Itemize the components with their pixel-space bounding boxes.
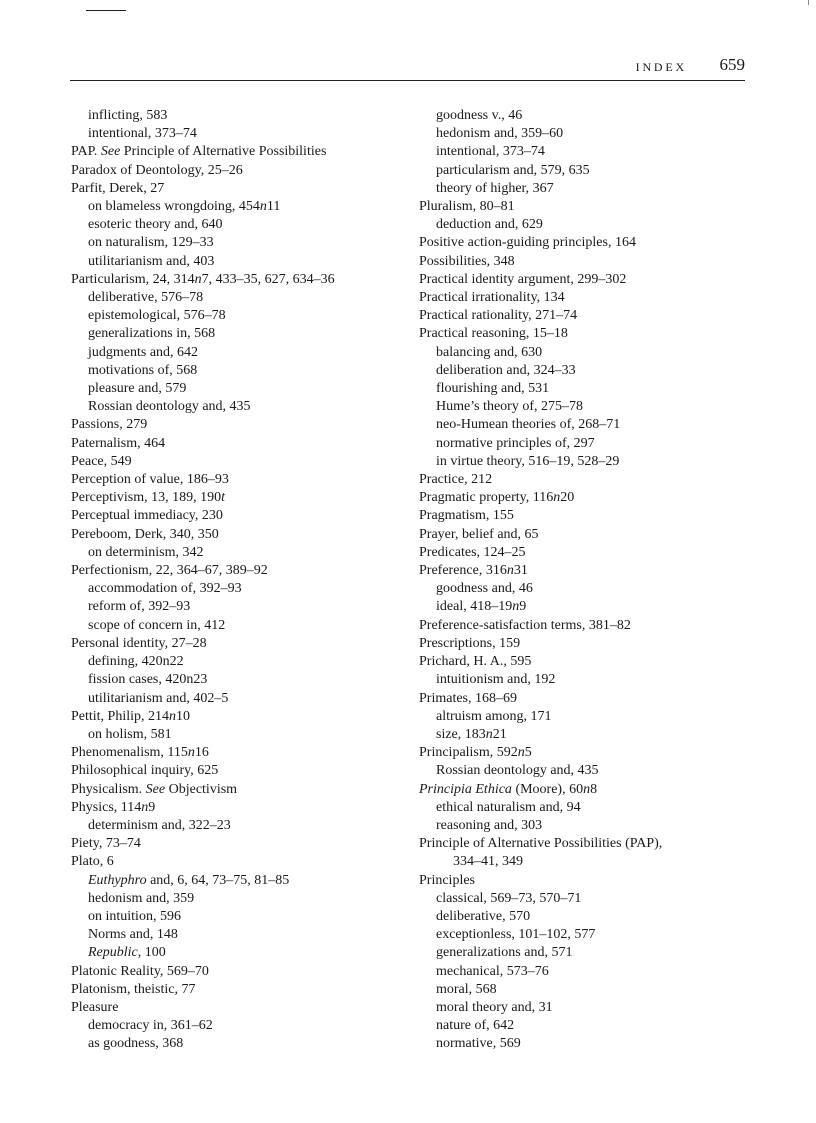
entry-text: ideal, 418–19 <box>436 599 513 615</box>
index-entry <box>71 799 411 817</box>
index-subentry <box>419 453 759 471</box>
index-entry-continuation <box>419 853 759 871</box>
entry-text: theory of higher, 367 <box>436 180 554 196</box>
index-subentry <box>71 253 411 271</box>
index-subentry <box>71 726 411 744</box>
index-entry <box>419 617 759 635</box>
entry-text: n <box>141 799 149 815</box>
index-subentry <box>71 890 411 908</box>
entry-text: on intuition, 596 <box>88 908 181 924</box>
entry-text: determinism and, 322–23 <box>88 817 231 833</box>
entry-text: Pragmatic property, 116 <box>419 490 554 506</box>
running-header-label: INDEX <box>635 60 687 74</box>
index-entry <box>71 453 411 471</box>
index-subentry <box>71 926 411 944</box>
entry-text: Pragmatism, 155 <box>419 508 514 524</box>
index-subentry <box>419 1017 759 1035</box>
entry-text: t <box>221 490 225 506</box>
entry-text: Practical identity argument, 299–302 <box>419 271 627 287</box>
entry-text: on determinism, 342 <box>88 544 204 560</box>
entry-text: Platonism, theistic, 77 <box>71 981 196 997</box>
entry-text: balancing and, 630 <box>436 344 543 360</box>
index-subentry <box>419 162 759 180</box>
entry-text: Practical irrationality, 134 <box>419 290 565 306</box>
entry-text: Possibilities, 348 <box>419 253 515 269</box>
index-entry <box>71 708 411 726</box>
entry-text: generalizations and, 571 <box>436 945 573 961</box>
entry-text: Paradox of Deontology, 25–26 <box>71 162 243 178</box>
entry-text: Hume’s theory of, 275–78 <box>436 399 583 415</box>
index-entry <box>419 872 759 890</box>
entry-text: on holism, 581 <box>88 726 172 742</box>
index-subentry <box>419 416 759 434</box>
entry-text: n <box>187 745 195 761</box>
entry-text: as goodness, 368 <box>88 1036 184 1052</box>
entry-text: scope of concern in, 412 <box>88 617 226 633</box>
index-subentry <box>419 398 759 416</box>
entry-text: intuitionism and, 192 <box>436 672 556 688</box>
entry-text: Plato, 6 <box>71 854 114 870</box>
index-subentry <box>419 380 759 398</box>
index-subentry <box>419 580 759 598</box>
entry-text: particularism and, 579, 635 <box>436 162 590 178</box>
entry-text: 21 <box>492 726 507 742</box>
index-entry <box>71 526 411 544</box>
index-subentry <box>419 890 759 908</box>
index-subentry <box>71 198 411 216</box>
index-entry <box>71 635 411 653</box>
entry-text: Physics, 114 <box>71 799 142 815</box>
entry-text: 9 <box>148 799 156 815</box>
index-subentry <box>419 671 759 689</box>
entry-text: Norms and, 148 <box>88 927 178 943</box>
entry-text: on blameless wrongdoing, 454 <box>88 199 260 215</box>
entry-text: deliberative, 570 <box>436 908 531 924</box>
index-subentry <box>419 799 759 817</box>
index-entry <box>419 562 759 580</box>
index-entry <box>419 635 759 653</box>
entry-text: Rossian deontology and, 435 <box>436 763 599 779</box>
entry-text: 10 <box>176 708 191 724</box>
index-entry <box>419 544 759 562</box>
entry-text: n <box>506 563 514 579</box>
entry-text: n <box>485 726 493 742</box>
index-subentry <box>71 234 411 252</box>
index-entry <box>71 781 411 799</box>
entry-text: Particularism, 24, 314 <box>71 271 195 287</box>
entry-text: 100 <box>141 945 166 961</box>
index-subentry <box>419 362 759 380</box>
index-subentry <box>71 872 411 890</box>
index-subentry <box>419 216 759 234</box>
index-subentry <box>419 180 759 198</box>
entry-text: generalizations in, 568 <box>88 326 216 342</box>
entry-text: democracy in, 361–62 <box>88 1018 213 1034</box>
index-subentry <box>71 125 411 143</box>
index-subentry <box>419 908 759 926</box>
entry-text: Perceptual immediacy, 230 <box>71 508 223 524</box>
index-subentry <box>419 999 759 1017</box>
entry-text: Rossian deontology and, 435 <box>88 399 251 415</box>
entry-text: Pluralism, 80–81 <box>419 199 515 215</box>
entry-text: normative, 569 <box>436 1036 521 1052</box>
entry-text: See <box>145 781 166 797</box>
entry-text: reform of, 392–93 <box>88 599 191 615</box>
entry-text: Physicalism. <box>71 781 146 797</box>
page-number: 659 <box>719 55 745 74</box>
entry-text: Pleasure <box>71 999 119 1015</box>
entry-text: Preference, 316 <box>419 563 507 579</box>
entry-text: 5 <box>524 745 532 761</box>
entry-text: Practical reasoning, 15–18 <box>419 326 568 342</box>
entry-text: deliberative, 576–78 <box>88 290 204 306</box>
entry-text: Objectivism <box>165 781 238 797</box>
entry-text: Prayer, belief and, 65 <box>419 526 539 542</box>
index-entry <box>71 853 411 871</box>
entry-text: Perceptivism, 13, 189, 190 <box>71 490 222 506</box>
index-entry <box>71 489 411 507</box>
entry-text: neo-Humean theories of, 268–71 <box>436 417 621 433</box>
index-entry <box>71 435 411 453</box>
entry-text: Pettit, Philip, 214 <box>71 708 170 724</box>
index-subentry <box>419 435 759 453</box>
entry-text: on naturalism, 129–33 <box>88 235 214 251</box>
corner-mark <box>808 0 809 5</box>
index-subentry <box>419 708 759 726</box>
index-subentry <box>71 617 411 635</box>
index-entry <box>71 471 411 489</box>
entry-text: Paternalism, 464 <box>71 435 166 451</box>
index-subentry <box>419 598 759 616</box>
entry-text: Practical rationality, 271–74 <box>419 308 578 324</box>
entry-text: goodness v., 46 <box>436 108 523 123</box>
entry-text: (Moore), 60 <box>511 781 584 797</box>
entry-text: Positive action-guiding principles, 164 <box>419 235 636 251</box>
index-entry <box>419 744 759 762</box>
entry-text: Principles <box>419 872 475 888</box>
index-entry <box>71 981 411 999</box>
entry-text: 334–41, 349 <box>453 854 523 870</box>
index-subentry <box>71 580 411 598</box>
index-subentry <box>419 107 759 125</box>
index-entry <box>419 271 759 289</box>
entry-text: Parfit, Derek, 27 <box>71 180 165 196</box>
entry-text: Practice, 212 <box>419 472 493 488</box>
entry-text: hedonism and, 359–60 <box>436 126 564 142</box>
entry-text: Phenomenalism, 115 <box>71 745 188 761</box>
index-subentry <box>71 398 411 416</box>
entry-text: Peace, 549 <box>71 453 132 469</box>
entry-text: PAP. <box>71 144 101 160</box>
entry-text: flourishing and, 531 <box>436 381 550 397</box>
index-subentry <box>71 289 411 307</box>
entry-text: Principle of Alternative Possibilities <box>120 144 327 160</box>
entry-text: esoteric theory and, 640 <box>88 217 223 233</box>
entry-text: moral, 568 <box>436 981 497 997</box>
entry-text: Primates, 168–69 <box>419 690 517 706</box>
index-entry <box>71 744 411 762</box>
index-subentry <box>71 598 411 616</box>
index-entry <box>71 963 411 981</box>
index-entry <box>419 526 759 544</box>
entry-text: 16 <box>194 745 209 761</box>
entry-text: intentional, 373–74 <box>436 144 545 160</box>
entry-text: Passions, 279 <box>71 417 148 433</box>
index-subentry <box>419 944 759 962</box>
index-column-right <box>419 107 759 1054</box>
index-subentry <box>71 653 411 671</box>
index-entry <box>419 690 759 708</box>
index-entry <box>71 180 411 198</box>
entry-text: reasoning and, 303 <box>436 817 543 833</box>
index-entry <box>71 762 411 780</box>
entry-text: inflicting, 583 <box>88 108 168 123</box>
entry-text: and, 6, 64, 73–75, 81–85 <box>146 872 290 888</box>
entry-text: goodness and, 46 <box>436 581 533 597</box>
entry-text: in virtue theory, 516–19, 528–29 <box>436 453 620 469</box>
entry-text: n <box>194 271 202 287</box>
index-entry <box>71 416 411 434</box>
top-rule-mark <box>86 10 126 11</box>
index-subentry <box>71 817 411 835</box>
index-subentry <box>71 944 411 962</box>
index-entry <box>419 253 759 271</box>
entry-text: Republic, <box>88 945 142 961</box>
entry-text: exceptionless, 101–102, 577 <box>436 927 596 943</box>
running-header <box>70 54 745 81</box>
index-subentry <box>419 981 759 999</box>
entry-text: defining, 420n22 <box>88 654 184 670</box>
entry-text: ethical naturalism and, 94 <box>436 799 581 815</box>
entry-text: 7, 433–35, 627, 634–36 <box>201 271 335 287</box>
index-subentry <box>71 307 411 325</box>
entry-text: pleasure and, 579 <box>88 381 187 397</box>
index-entry <box>71 143 411 161</box>
index-entry <box>419 507 759 525</box>
index-entry <box>419 289 759 307</box>
entry-text: Philosophical inquiry, 625 <box>71 763 219 779</box>
index-subentry <box>71 544 411 562</box>
index-column-left <box>71 107 411 1054</box>
index-entry <box>419 653 759 671</box>
index-subentry <box>71 1035 411 1053</box>
entry-text: n <box>259 199 267 215</box>
entry-text: 20 <box>560 490 575 506</box>
index-subentry <box>71 690 411 708</box>
entry-text: deliberation and, 324–33 <box>436 362 576 378</box>
index-subentry <box>419 125 759 143</box>
entry-text: motivations of, 568 <box>88 362 198 378</box>
index-entry <box>419 307 759 325</box>
entry-text: See <box>100 144 121 160</box>
entry-text: Principle of Alternative Possibilities (PAP), <box>419 836 663 852</box>
entry-text: size, 183 <box>436 726 486 742</box>
entry-text: altruism among, 171 <box>436 708 552 724</box>
entry-text: epistemological, 576–78 <box>88 308 226 324</box>
entry-text: accommodation of, 392–93 <box>88 581 242 597</box>
entry-text: Euthyphro <box>88 872 147 888</box>
index-subentry <box>419 926 759 944</box>
entry-text: utilitarianism and, 403 <box>88 253 215 269</box>
index-entry <box>71 562 411 580</box>
entry-text: 8 <box>590 781 598 797</box>
index-subentry <box>71 1017 411 1035</box>
index-entry <box>71 162 411 180</box>
entry-text: nature of, 642 <box>436 1018 515 1034</box>
entry-text: hedonism and, 359 <box>88 890 195 906</box>
index-subentry <box>419 762 759 780</box>
entry-text: Predicates, 124–25 <box>419 544 526 560</box>
entry-text: Piety, 73–74 <box>71 836 141 852</box>
index-entry <box>419 471 759 489</box>
index-entry <box>419 781 759 799</box>
entry-text: deduction and, 629 <box>436 217 543 233</box>
index-entry <box>71 271 411 289</box>
index-subentry <box>71 107 411 125</box>
entry-text: classical, 569–73, 570–71 <box>436 890 582 906</box>
entry-text: judgments and, 642 <box>88 344 199 360</box>
entry-text: mechanical, 573–76 <box>436 963 549 979</box>
index-subentry <box>71 344 411 362</box>
index-subentry <box>71 325 411 343</box>
entry-text: n <box>512 599 520 615</box>
index-entry <box>71 507 411 525</box>
index-entry <box>419 325 759 343</box>
entry-text: Preference-satisfaction terms, 381–82 <box>419 617 631 633</box>
index-subentry <box>419 1035 759 1053</box>
entry-text: Principia Ethica <box>419 781 512 797</box>
index-entry <box>71 999 411 1017</box>
entry-text: Perfectionism, 22, 364–67, 389–92 <box>71 563 268 579</box>
index-subentry <box>71 671 411 689</box>
entry-text: Prichard, H. A., 595 <box>419 654 532 670</box>
entry-text: n <box>169 708 177 724</box>
index-subentry <box>419 344 759 362</box>
index-subentry <box>419 726 759 744</box>
index-entry <box>419 198 759 216</box>
entry-text: utilitarianism and, 402–5 <box>88 690 229 706</box>
entry-text: 9 <box>519 599 527 615</box>
index-subentry <box>71 216 411 234</box>
index-entry <box>419 489 759 507</box>
index-entry <box>419 234 759 252</box>
entry-text: Platonic Reality, 569–70 <box>71 963 209 979</box>
entry-text: intentional, 373–74 <box>88 126 197 142</box>
entry-text: Pereboom, Derk, 340, 350 <box>71 526 219 542</box>
entry-text: Perception of value, 186–93 <box>71 472 229 488</box>
entry-text: n <box>553 490 561 506</box>
entry-text: normative principles of, 297 <box>436 435 595 451</box>
index-subentry <box>419 143 759 161</box>
index-subentry <box>71 380 411 398</box>
index-entry <box>71 835 411 853</box>
index-entry <box>419 835 759 853</box>
entry-text: Principalism, 592 <box>419 745 518 761</box>
index-subentry <box>419 817 759 835</box>
entry-text: Personal identity, 27–28 <box>71 635 207 651</box>
entry-text: Prescriptions, 159 <box>419 635 521 651</box>
entry-text: moral theory and, 31 <box>436 999 553 1015</box>
entry-text: 11 <box>266 199 281 215</box>
entry-text: n <box>583 781 591 797</box>
index-subentry <box>71 908 411 926</box>
entry-text: fission cases, 420n23 <box>88 672 208 688</box>
index-subentry <box>71 362 411 380</box>
entry-text: n <box>517 745 525 761</box>
index-subentry <box>419 963 759 981</box>
entry-text: 31 <box>513 563 528 579</box>
